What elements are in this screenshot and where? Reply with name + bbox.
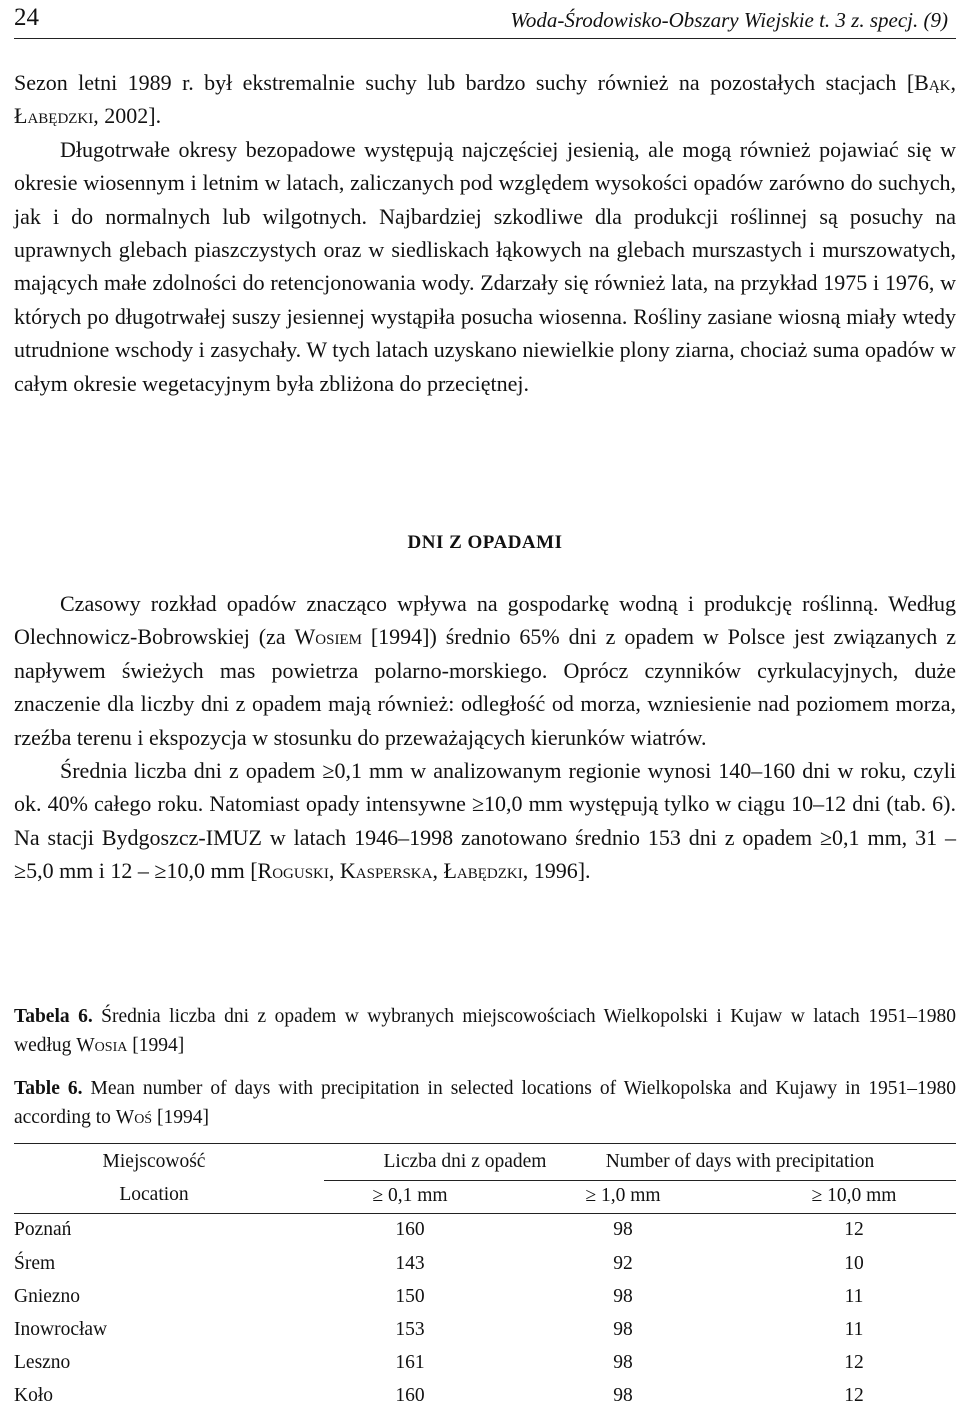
cell-location: Koło: [14, 1385, 53, 1406]
caption-label: Tabela 6.: [14, 1006, 93, 1027]
citation-author: Roguski, Kasperska, Łabędzki: [257, 858, 523, 884]
table-row: [14, 1385, 956, 1418]
section-heading: DNI Z OPADAMI: [407, 532, 563, 553]
body-text-top: [14, 66, 956, 400]
running-header: [14, 4, 956, 34]
cell-location: Inowrocław: [14, 1319, 108, 1340]
header-rule: [14, 38, 956, 39]
journal-title: Woda-Środowisko-Obszary Wiejskie t. 3 z. specj. (9): [510, 8, 948, 32]
group-header-en: Number of days with precipitation: [605, 1151, 875, 1172]
cell-value: 160: [395, 1219, 425, 1240]
cell-value: 11: [844, 1319, 864, 1340]
cell-value: 98: [613, 1319, 633, 1340]
cell-value: 98: [613, 1286, 633, 1307]
cell-location: Śrem: [14, 1253, 56, 1274]
table-row: [14, 1319, 956, 1352]
page-number: 24: [14, 4, 39, 31]
paragraph-3: Czasowy rozkład opadów znacząco wpływa na gospodarkę wodną i produkcję roślinną. Według Olechnowicz-Bobrowskiej (za Wosiem [1994]) średnio 65% dni z opadem w Polsce jest związanych z napływem świeżych mas powietrza polarno-morskiego. Oprócz czynników cyrkulacyjnych, duże znaczenie dla liczby dni z opadem mają również: odległość od morza, wzniesienie nad poziomem morza, rzeźba terenu i ekspozycja w stosunku do przeważających kierunków wiatrów.: [14, 591, 956, 750]
group-header-pl: Liczba dni z opadem: [383, 1151, 547, 1172]
body-text-bottom: [14, 587, 956, 888]
table-caption-pl: Tabela 6. Średnia liczba dni z opadem w wybranych miejscowościach Wielkopolski i Kujaw w latach 1951–1980 według Wosia [1994]: [14, 1006, 956, 1056]
cell-value: 12: [844, 1352, 864, 1373]
citation-author: Wosiem: [294, 624, 362, 650]
table-top-rule: [14, 1143, 956, 1144]
paragraph-4: Średnia liczba dni z opadem ≥0,1 mm w analizowanym regionie wynosi 140–160 dni w roku, czyli ok. 40% całego roku. Natomiast opady intensywne ≥10,0 mm występują tylko w ciągu 10–12 dni (tab. 6). Na stacji Bydgoszcz-IMUZ w latach 1946–1998 zanotowano średnio 153 dni z opadem ≥0,1 mm, 31 – ≥5,0 mm i 12 – ≥10,0 mm [Roguski, Kasperska, Łabędzki, 1996].: [14, 758, 956, 884]
cell-value: 153: [395, 1319, 425, 1340]
subheader-10-0mm: ≥ 10,0 mm: [811, 1185, 897, 1206]
cell-location: Poznań: [14, 1219, 72, 1240]
column-header-location-pl: Miejscowość: [102, 1151, 206, 1172]
subheader-0-1mm: ≥ 0,1 mm: [372, 1185, 448, 1206]
cell-value: 161: [395, 1352, 425, 1373]
paragraph-2: Długotrwałe okresy bezopadowe występują najczęściej jesienią, ale mogą również pojawiać się w okresie wiosennym i letnim w latach, zaliczanych pod względem wysokości opadów zarówno do suchych, jak i do normalnych lub wilgotnych. Najbardziej szkodliwe dla produkcji roślinnej są posuchy na uprawnych glebach piaszczystych oraz w siedliskach łąkowych na glebach murszastych i murszowatych, mających małe zdolności do retencjonowania wody. Zdarzały się również lata, na przykład 1975 i 1976, w których po długotrwałej suszy jesiennej wystąpiła posucha wiosenna. Rośliny zasiane wiosną miały wtedy utrudnione wschody i zasychały. W tych latach uzyskano niewielkie plony ziarna, chociaż suma opadów w całym okresie wegetacyjnym była zbliżona do przeciętnej.: [14, 136, 956, 396]
cell-value: 12: [844, 1219, 864, 1240]
paragraph-1: Sezon letni 1989 r. był ekstremalnie suchy lub bardzo suchy również na pozostałych stacjach [Bąk, Łabędzki, 2002].: [14, 70, 956, 129]
table-row: [14, 1286, 956, 1319]
citation-author: Bąk, Łabędzki: [14, 70, 956, 129]
cell-value: 150: [395, 1286, 425, 1307]
table-row: [14, 1253, 956, 1286]
cell-value: 160: [395, 1385, 425, 1406]
table-row: [14, 1219, 956, 1252]
header-bottom-rule: [14, 1213, 956, 1214]
cell-value: 92: [613, 1253, 633, 1274]
cell-value: 98: [613, 1385, 633, 1406]
cell-value: 143: [395, 1253, 425, 1274]
table-row: [14, 1352, 956, 1385]
table-caption-en: Table 6. Mean number of days with precipitation in selected locations of Wielkopolska and Kujawy in 1951–1980 according to Woś [1994]: [14, 1078, 956, 1128]
group-header-rule: [324, 1180, 956, 1181]
cell-value: 98: [613, 1352, 633, 1373]
subheader-1-0mm: ≥ 1,0 mm: [585, 1185, 661, 1206]
cell-value: 12: [844, 1385, 864, 1406]
cell-value: 98: [613, 1219, 633, 1240]
cell-location: Leszno: [14, 1352, 71, 1373]
cell-value: 11: [844, 1286, 864, 1307]
caption-label: Table 6.: [14, 1078, 83, 1099]
cell-location: Gniezno: [14, 1286, 81, 1307]
cell-value: 10: [844, 1253, 864, 1274]
column-header-location-en: Location: [119, 1184, 189, 1205]
